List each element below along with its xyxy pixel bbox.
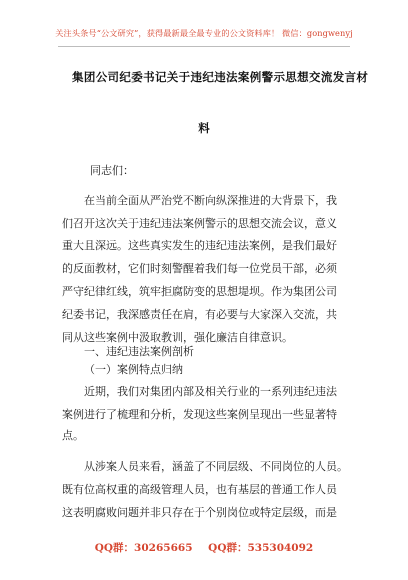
body-line: 从涉案人员来看，涵盖了不同层级、不同岗位的人员。 (84, 460, 348, 473)
body-line: 纪委书记，我深感责任在肩，有必要与大家深入交流，共 (62, 308, 337, 321)
header-banner: 关注头条号“公文研究”，获得最新最全最专业的公文资料库！ 微信：gongwenyj (55, 28, 353, 38)
body-line: 的反面教材，它们时刻警醒着我们每一位党员干部，必须 (62, 262, 337, 275)
document-title-line-2: 料 (198, 121, 210, 135)
footer-qq-group-2: QQ群：535304092 (208, 542, 314, 554)
body-line: 点。 (62, 429, 84, 442)
salutation: 同志们： (90, 164, 134, 177)
body-line: 在当前全面从严治党不断向纵深推进的大背景下，我 (84, 194, 337, 207)
body-line: 重大且深远。这些真实发生的违纪违法案例，是我们最好 (62, 239, 337, 252)
section-heading: 一、违纪违法案例剖析 (84, 345, 194, 358)
body-line: 案例进行了梳理和分析，发现这些案例呈现出一些显著特 (62, 408, 337, 421)
body-line: 这表明腐败问题并非只存在于个别岗位或特定层级，而是 (62, 506, 337, 519)
footer-qq-group-1: QQ群：30265665 (94, 542, 193, 554)
body-line: 同从这些案例中汲取教训，强化廉洁自律意识。 (62, 331, 293, 344)
body-line: 既有位高权重的高级管理人员，也有基层的普通工作人员 (62, 483, 337, 496)
body-line: 严守纪律红线，筑牢拒腐防变的思想堤坝。作为集团公司 (62, 285, 337, 298)
body-line: 近期，我们对集团内部及相关行业的一系列违纪违法 (84, 385, 337, 398)
header-divider (58, 46, 350, 47)
subsection-heading: （一）案例特点归纳 (84, 363, 183, 376)
footer-contacts (0, 540, 408, 555)
document-title-line-1: 集团公司纪委书记关于违纪违法案例警示思想交流发言材 (72, 70, 369, 84)
body-line: 们召开这次关于违纪违法案例警示的思想交流会议，意义 (62, 217, 337, 230)
